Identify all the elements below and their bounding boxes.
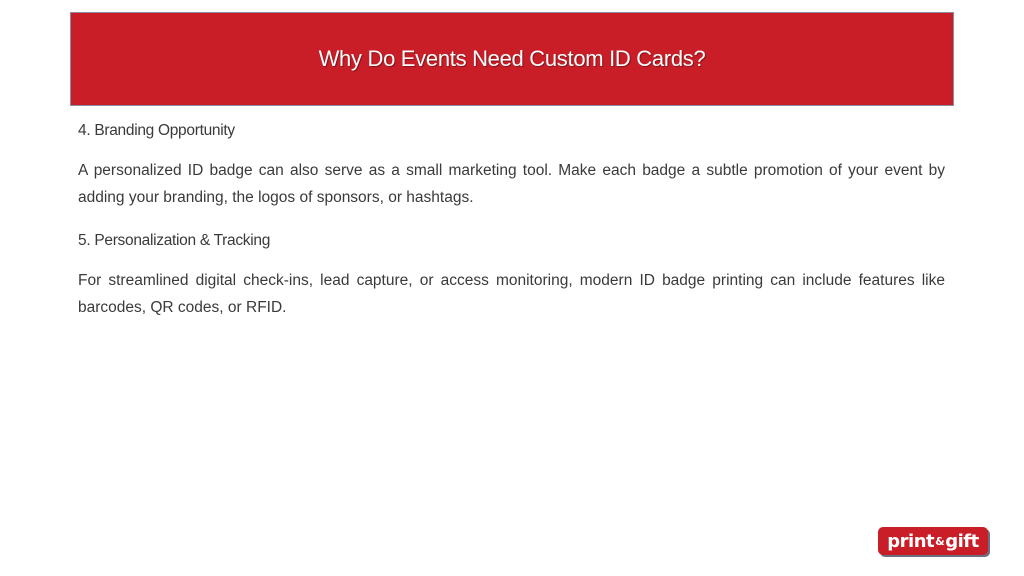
print-and-gift-logo	[878, 527, 988, 555]
slide-content	[78, 119, 945, 321]
section-body-personalization: For streamlined digital check-ins, lead capture, or access monitoring, modern ID badge printing can include features like barcodes, QR codes, or RFID.	[78, 272, 945, 316]
logo-text-amp: &	[935, 534, 945, 548]
section-body-branding: A personalized ID badge can also serve as a small marketing tool. Make each badge a subtle promotion of your event by adding your branding, the logos of sponsors, or hashtags.	[78, 162, 945, 206]
section-heading-branding: 4. Branding Opportunity	[78, 122, 235, 139]
section-heading-personalization: 5. Personalization & Tracking	[78, 232, 271, 249]
page-title: Why Do Events Need Custom ID Cards?	[318, 46, 706, 71]
logo-text-gift: gift	[945, 530, 979, 552]
title-banner	[70, 12, 954, 106]
logo-text-print: print	[887, 530, 935, 552]
